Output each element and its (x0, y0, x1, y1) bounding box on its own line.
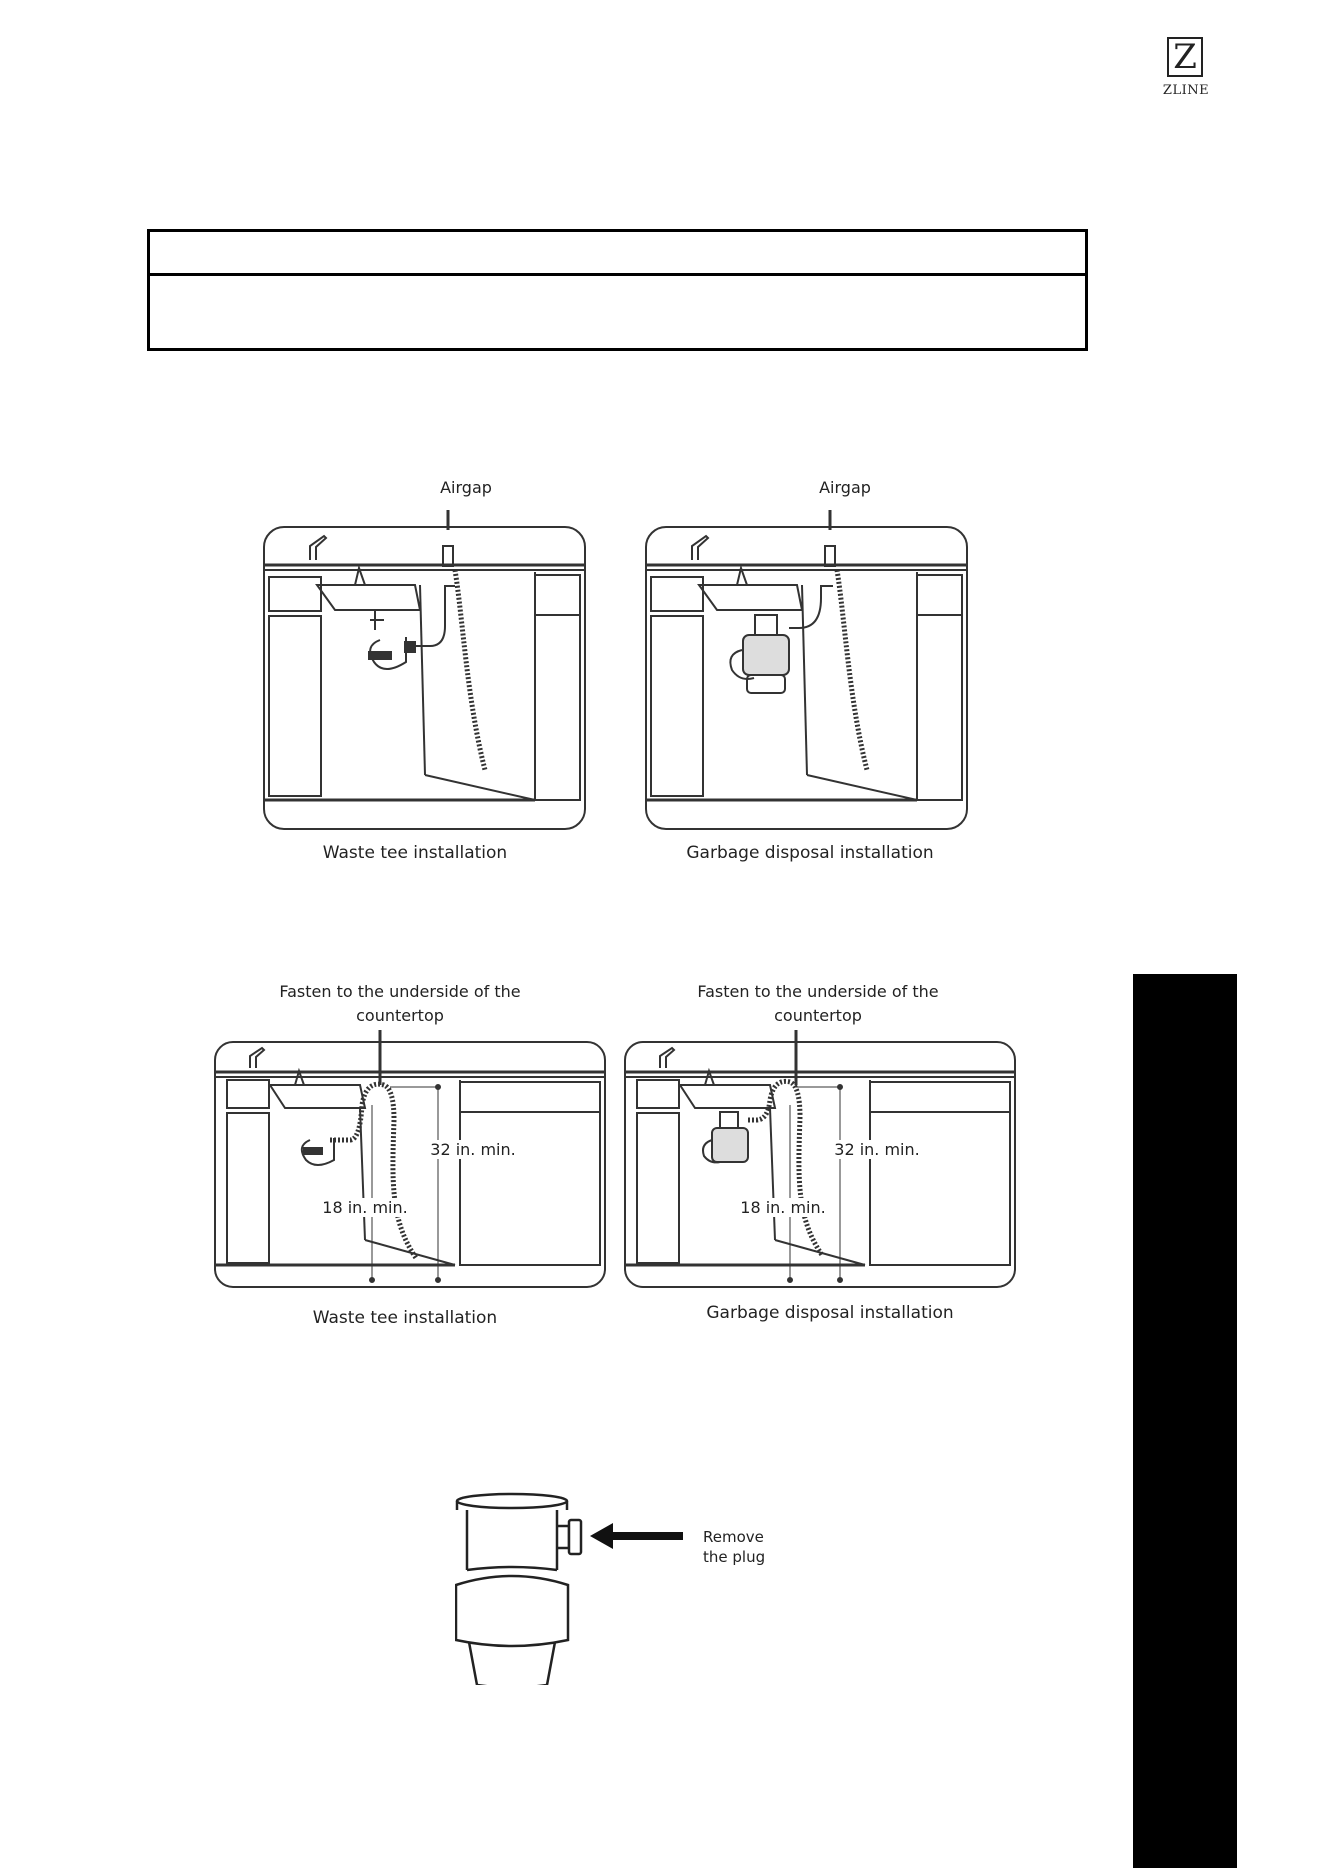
notice-divider (150, 273, 1085, 276)
logo-wordmark: ZLINE (1162, 83, 1210, 98)
airgap-waste-tee-diagram (255, 510, 595, 835)
disposal-neck (467, 1510, 557, 1570)
high-loop-waste-tee-diagram (210, 1030, 610, 1295)
cabinet-door (269, 616, 321, 796)
high-loop-label-left: Fasten to the underside of the countertop (279, 982, 521, 1025)
airgap-body (443, 546, 453, 566)
sink-basin (699, 585, 802, 610)
remove-plug-line1: Remove (703, 1528, 764, 1546)
airgap-label-left: Airgap (440, 478, 492, 497)
plug-inlet (557, 1526, 569, 1548)
drain-hose (455, 570, 485, 770)
drain-pipe (405, 586, 455, 646)
section-side-tab (1133, 974, 1237, 1868)
faucet (310, 536, 326, 560)
remove-plug-line2: the plug (703, 1548, 766, 1566)
airgap-disposal-diagram (637, 510, 977, 835)
disposal-plug-diagram (455, 1490, 695, 1685)
plug (569, 1520, 581, 1554)
dim-32-left: 32 in. min. (418, 1140, 528, 1159)
caption-waste-tee-top: Waste tee installation (322, 843, 508, 863)
dim-18-left: 18 in. min. (310, 1198, 420, 1217)
drain-hose (837, 570, 867, 770)
high-loop-disposal-diagram (620, 1030, 1020, 1295)
faucet (692, 536, 708, 560)
caption-disposal-bottom: Garbage disposal installation (706, 1303, 954, 1323)
airgap-body (825, 546, 835, 566)
notice-table (147, 229, 1088, 351)
remove-plug-label (703, 1527, 765, 1567)
dim-32-right: 32 in. min. (822, 1140, 932, 1159)
caption-disposal-top: Garbage disposal installation (686, 843, 934, 863)
arrow-icon (590, 1523, 683, 1549)
dim-18-right: 18 in. min. (728, 1198, 838, 1217)
cabinet-frame (264, 527, 585, 829)
caption-waste-tee-bottom: Waste tee installation (312, 1308, 498, 1328)
zline-logo (1167, 37, 1203, 77)
drawer-front (269, 577, 321, 611)
disposal-unit (743, 635, 789, 675)
logo-letter: Z (1173, 37, 1197, 77)
disposal-motor (456, 1576, 568, 1646)
disposal-flange (457, 1494, 567, 1508)
disposal-unit (712, 1128, 748, 1162)
sink-basin (317, 585, 420, 610)
high-loop-hose (330, 1084, 416, 1258)
high-loop-label-right: Fasten to the underside of the countertop (697, 982, 939, 1025)
airgap-label-right: Airgap (819, 478, 871, 497)
disposal-top (755, 615, 777, 635)
dishwasher-panel (535, 575, 580, 800)
